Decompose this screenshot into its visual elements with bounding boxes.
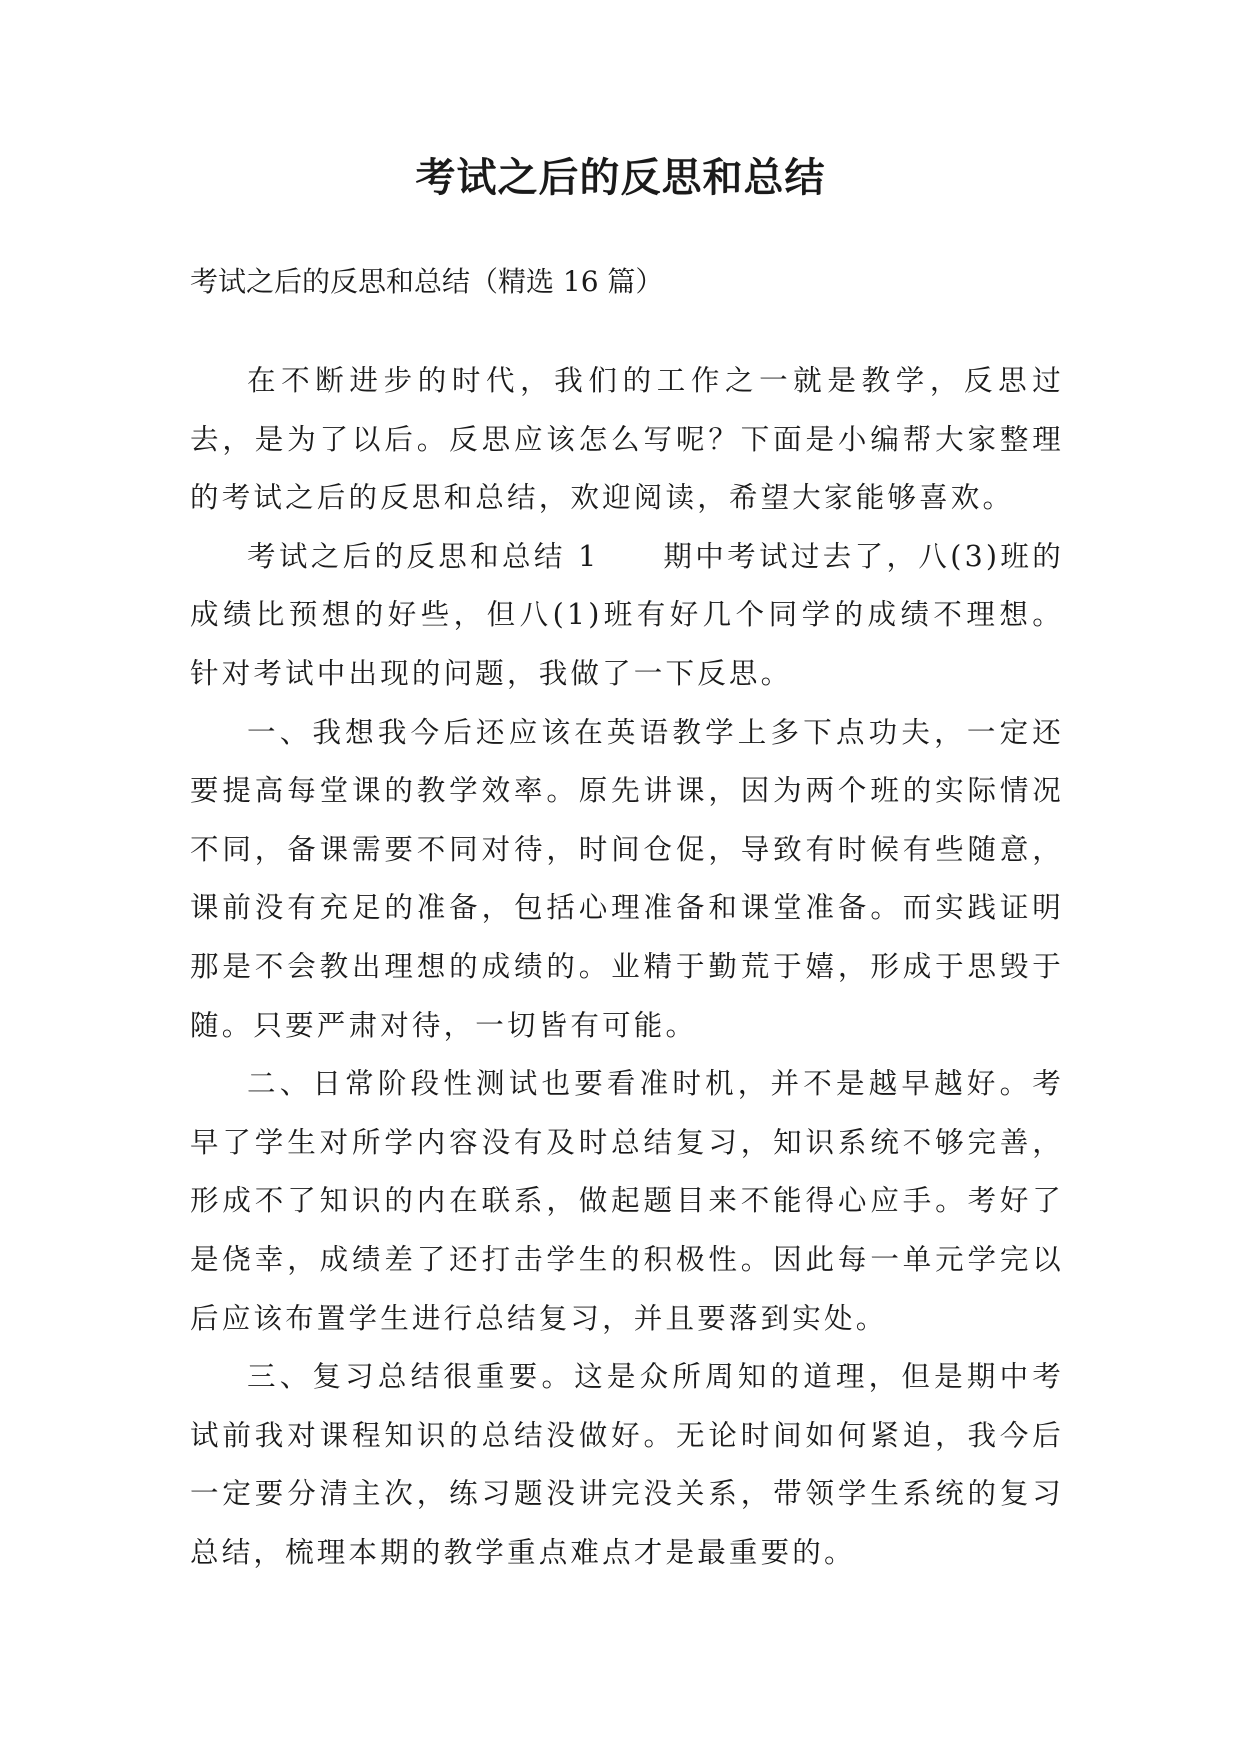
- paragraph-point-1: 一、我想我今后还应该在英语教学上多下点功夫，一定还要提高每堂课的教学效率。原先讲课，因为两个班的实际情况不同，备课需要不同对待，时间仓促，导致有时候有些随意，课前没有充足的准备，包括心理准备和课堂准备。而实践证明那是不会教出理想的成绩的。业精于勤荒于嬉，形成于思毁于随。只要严肃对待，一切皆有可能。: [190, 715, 1064, 1042]
- paragraph-intro: 在不断进步的时代，我们的工作之一就是教学，反思过去，是为了以后。反思应该怎么写呢？下面是小编帮大家整理的考试之后的反思和总结，欢迎阅读，希望大家能够喜欢。: [190, 364, 1064, 515]
- document-title: 考试之后的反思和总结: [415, 154, 826, 201]
- document-subtitle: 考试之后的反思和总结（精选 16 篇）: [190, 265, 664, 298]
- paragraph-point-2: 二、日常阶段性测试也要看准时机，并不是越早越好。考早了学生对所学内容没有及时总结复习，知识系统不够完善，形成不了知识的内在联系，做起题目来不能得心应手。考好了是侥幸，成绩差了还打击学生的积极性。因此每一单元学完以后应该布置学生进行总结复习，并且要落到实处。: [190, 1067, 1064, 1335]
- paragraph-point-3: 三、复习总结很重要。这是众所周知的道理，但是期中考试前我对课程知识的总结没做好。无论时间如何紧迫，我今后一定要分清主次，练习题没讲完没关系，带领学生系统的复习总结，梳理本期的教学重点难点才是最重要的。: [190, 1360, 1064, 1569]
- document-body: [190, 352, 1064, 1582]
- paragraph-section-1: 考试之后的反思和总结 1 期中考试过去了，八(3)班的成绩比预想的好些，但八(1)班有好几个同学的成绩不理想。针对考试中出现的问题，我做了一下反思。: [190, 539, 1064, 690]
